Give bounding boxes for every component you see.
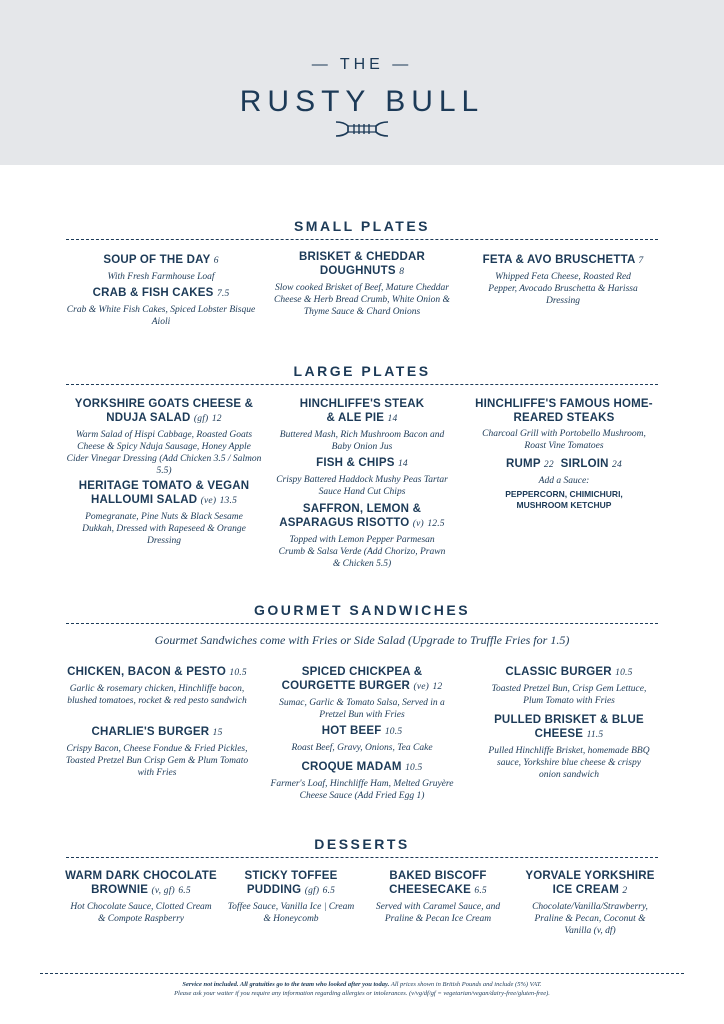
dish-name: HERITAGE TOMATO & VEGAN HALLOUMI SALAD: [78, 480, 250, 506]
dish-description: With Fresh Farmhouse Loaf: [107, 272, 215, 282]
dish-brisket-doughnuts: [272, 250, 452, 318]
dish-tag: (gf): [304, 886, 320, 896]
dish-name: BAKED BISCOFF CHEESECAKE: [389, 870, 487, 896]
dish-name: SPICED CHICKPEA & COURGETTE BURGER: [281, 666, 423, 692]
dish-feta-avo-bruschetta: [468, 253, 658, 307]
dish-soup-of-the-day: [66, 253, 256, 283]
dish-saffron-risotto: [270, 502, 454, 570]
knife-fork-emblem-icon: [334, 120, 390, 138]
dish-name: HINCHLIFFE'S FAMOUS HOME-REARED STEAKS: [475, 398, 653, 424]
dish-sticky-toffee: [226, 869, 356, 925]
dish-name: FISH & CHIPS: [316, 457, 395, 469]
dish-description: Chocolate/Vanilla/Strawberry, Praline & Pecan, Coconut & Vanilla (v, df): [532, 902, 648, 936]
section-divider: [66, 623, 658, 624]
dish-description: Pomegranate, Pine Nuts & Black Sesame Dukkah, Dressed with Rapeseed & Orange Dressing: [82, 512, 246, 546]
dish-tag: (v, gf): [151, 886, 175, 896]
dish-description: Crispy Battered Haddock Mushy Peas Tartar Sauce Hand Cut Chips: [276, 475, 448, 497]
desserts-title: DESSERTS: [314, 836, 410, 852]
section-divider: [66, 384, 658, 385]
dish-name: CHARLIE'S BURGER: [91, 726, 210, 738]
dish-price: 12.5: [427, 519, 445, 529]
dish-price: 6.5: [322, 886, 336, 896]
dish-tag: (gf): [193, 414, 209, 424]
header-banner: [0, 0, 724, 165]
dish-description: Served with Caramel Sauce, and Praline & Pecan Ice Cream: [375, 902, 501, 924]
dish-description: Buttered Mash, Rich Mushroom Bacon and Baby Onion Jus: [279, 430, 445, 452]
dish-steak-ale-pie: [276, 397, 448, 453]
dish-crab-fish-cakes: [66, 286, 256, 328]
dish-name: BRISKET & CHEDDAR DOUGHNUTS: [298, 251, 426, 277]
footer-notice: [0, 980, 724, 998]
restaurant-name: RUSTY BULL: [239, 85, 485, 118]
dish-croque-madam: [266, 760, 458, 802]
dish-price: 8: [399, 267, 405, 277]
dish-description: Whipped Feta Cheese, Roasted Red Pepper, Avocado Bruschetta & Harissa Dressing: [488, 272, 638, 306]
dish-price: 2: [622, 886, 628, 896]
dish-brownie: [62, 869, 220, 925]
dish-name: WARM DARK CHOCOLATE BROWNIE: [65, 870, 217, 896]
dish-charlies-burger: [60, 725, 254, 779]
dish-price: 14: [397, 459, 408, 469]
dish-name: YORKSHIRE GOATS CHEESE & NDUJA SALAD: [74, 398, 254, 424]
dish-price: 7: [638, 256, 644, 266]
dish-name: CLASSIC BURGER: [505, 666, 612, 678]
section-divider: [66, 239, 658, 240]
dish-name: CHICKEN, BACON & PESTO: [67, 666, 226, 678]
sirloin-label: SIRLOIN: [560, 458, 609, 470]
dish-price: 10.5: [615, 668, 633, 678]
dish-price: 12: [211, 414, 222, 424]
dish-price: 10.5: [229, 668, 247, 678]
dish-description: Roast Beef, Gravy, Onions, Tea Cake: [291, 743, 433, 753]
sandwiches-note: Gourmet Sandwiches come with Fries or Side Salad (Upgrade to Truffle Fries for 1.5): [154, 633, 570, 647]
dish-tag: (ve): [200, 496, 217, 506]
dish-price: 6.5: [474, 886, 487, 896]
dish-price: 15: [212, 728, 223, 738]
dish-tag: (ve): [413, 682, 430, 692]
dish-chicken-bacon-pesto: [60, 665, 254, 707]
dish-description: Crispy Bacon, Cheese Fondue & Fried Pickles, Toasted Pretzel Bun Crisp Gem & Plum Tomato with Fries: [65, 744, 249, 778]
dish-name: SAFFRON, LEMON & ASPARAGUS RISOTTO: [279, 503, 422, 529]
dish-description: Topped with Lemon Pepper Parmesan Crumb & Salsa Verde (Add Chorizo, Prawn & Chicken 5.5): [278, 535, 446, 569]
rump-label: RUMP: [506, 458, 541, 470]
dish-description: Farmer's Loaf, Hinchliffe Ham, Melted Gruyère Cheese Sauce (Add Fried Egg 1): [270, 779, 454, 801]
section-divider: [66, 857, 658, 858]
dish-description: Pulled Hinchliffe Brisket, homemade BBQ sauce, Yorkshire blue cheese & crispy onion sandwich: [488, 746, 650, 780]
dish-price: 10.5: [405, 763, 423, 773]
dish-name: CRAB & FISH CAKES: [92, 287, 214, 299]
dish-fish-chips: [276, 456, 448, 498]
dish-description: Charcoal Grill with Portobello Mushroom, Roast Vine Tomatoes: [482, 429, 646, 451]
dish-name: STICKY TOFFEE PUDDING: [244, 870, 338, 896]
dish-biscoff-cheesecake: [364, 869, 512, 925]
dish-description: Sumac, Garlic & Tomato Salsa, Served in a Pretzel Bun with Fries: [279, 698, 445, 720]
sandwiches-title: GOURMET SANDWICHES: [253, 602, 471, 618]
footer-price-note: All prices shown in British Pounds and include (5%) VAT.: [390, 981, 542, 988]
rump-price: 22: [543, 460, 554, 470]
sirloin-price: 24: [612, 460, 622, 470]
dish-description: Crab & White Fish Cakes, Spiced Lobster Bisque Aioli: [66, 305, 256, 327]
dish-pulled-brisket: [474, 713, 664, 781]
dish-price: 12: [432, 682, 443, 692]
dish-name: FETA & AVO BRUSCHETTA: [482, 254, 636, 266]
dish-classic-burger: [474, 665, 664, 707]
dish-chickpea-burger: [272, 665, 452, 721]
dish-price: 7.5: [216, 289, 230, 299]
footer-service-note: Service not included. All gratuities go to the team who looked after you today.: [182, 981, 390, 988]
dish-description: Toffee Sauce, Vanilla Ice | Cream & Honeycomb: [227, 902, 355, 924]
sauce-options: PEPPERCORN, CHIMICHURI, MUSHROOM KETCHUP: [505, 489, 623, 510]
dish-yorvale-ice-cream: [516, 869, 664, 937]
dish-description: Hot Chocolate Sauce, Clotted Cream & Compote Raspberry: [70, 902, 212, 924]
small-plates-title: SMALL PLATES: [293, 218, 431, 234]
dish-description: Warm Salad of Hispi Cabbage, Roasted Goats Cheese & Spicy Nduja Sausage, Honey Apple Cider Vinegar Dressing (Add Chicken 3.5 / Salmon 5.5): [66, 430, 262, 476]
dish-price: 6.5: [178, 886, 191, 896]
steak-cuts: [474, 457, 654, 511]
dish-description: Garlic & rosemary chicken, Hinchliffe bacon, blushed tomatoes, rocket & red pesto sandwich: [67, 684, 247, 706]
dish-price: 10.5: [384, 727, 403, 737]
dish-description: Slow cooked Brisket of Beef, Mature Cheddar Cheese & Herb Bread Crumb, White Onion & Thyme Sauce & Chard Onions: [274, 283, 450, 317]
dish-name: YORVALE YORKSHIRE ICE CREAM: [525, 870, 655, 896]
dish-name: PULLED BRISKET & BLUE CHEESE: [494, 714, 644, 740]
footer-allergy-note: Please ask your waiter if you require any information regarding allergies or intolerances. (v/vg/df/gf = vegetarian/vegan/dairy-free/gluten-free).: [174, 990, 550, 997]
dish-description: Toasted Pretzel Bun, Crisp Gem Lettuce, Plum Tomato with Fries: [491, 684, 647, 706]
dish-halloumi-salad: [66, 479, 262, 547]
dish-name: HINCHLIFFE'S STEAK & ALE PIE: [299, 398, 425, 424]
dish-price: 14: [387, 414, 398, 424]
large-plates-title: LARGE PLATES: [293, 363, 431, 379]
dish-name: HOT BEEF: [321, 725, 382, 737]
dish-hot-beef: [272, 724, 452, 754]
brand-the: — THE —: [311, 56, 413, 73]
dish-price: 6: [213, 256, 219, 266]
dish-price: 11.5: [586, 730, 604, 740]
dish-goats-cheese-salad: [66, 397, 262, 477]
sauce-label: Add a Sauce:: [538, 476, 590, 486]
dish-name: CROQUE MADAM: [301, 761, 402, 773]
dish-price: 13.5: [219, 496, 238, 506]
dish-famous-steaks: [474, 397, 654, 452]
dish-name: SOUP OF THE DAY: [103, 254, 211, 266]
footer-divider: [40, 973, 684, 974]
dish-tag: (v): [412, 519, 424, 529]
